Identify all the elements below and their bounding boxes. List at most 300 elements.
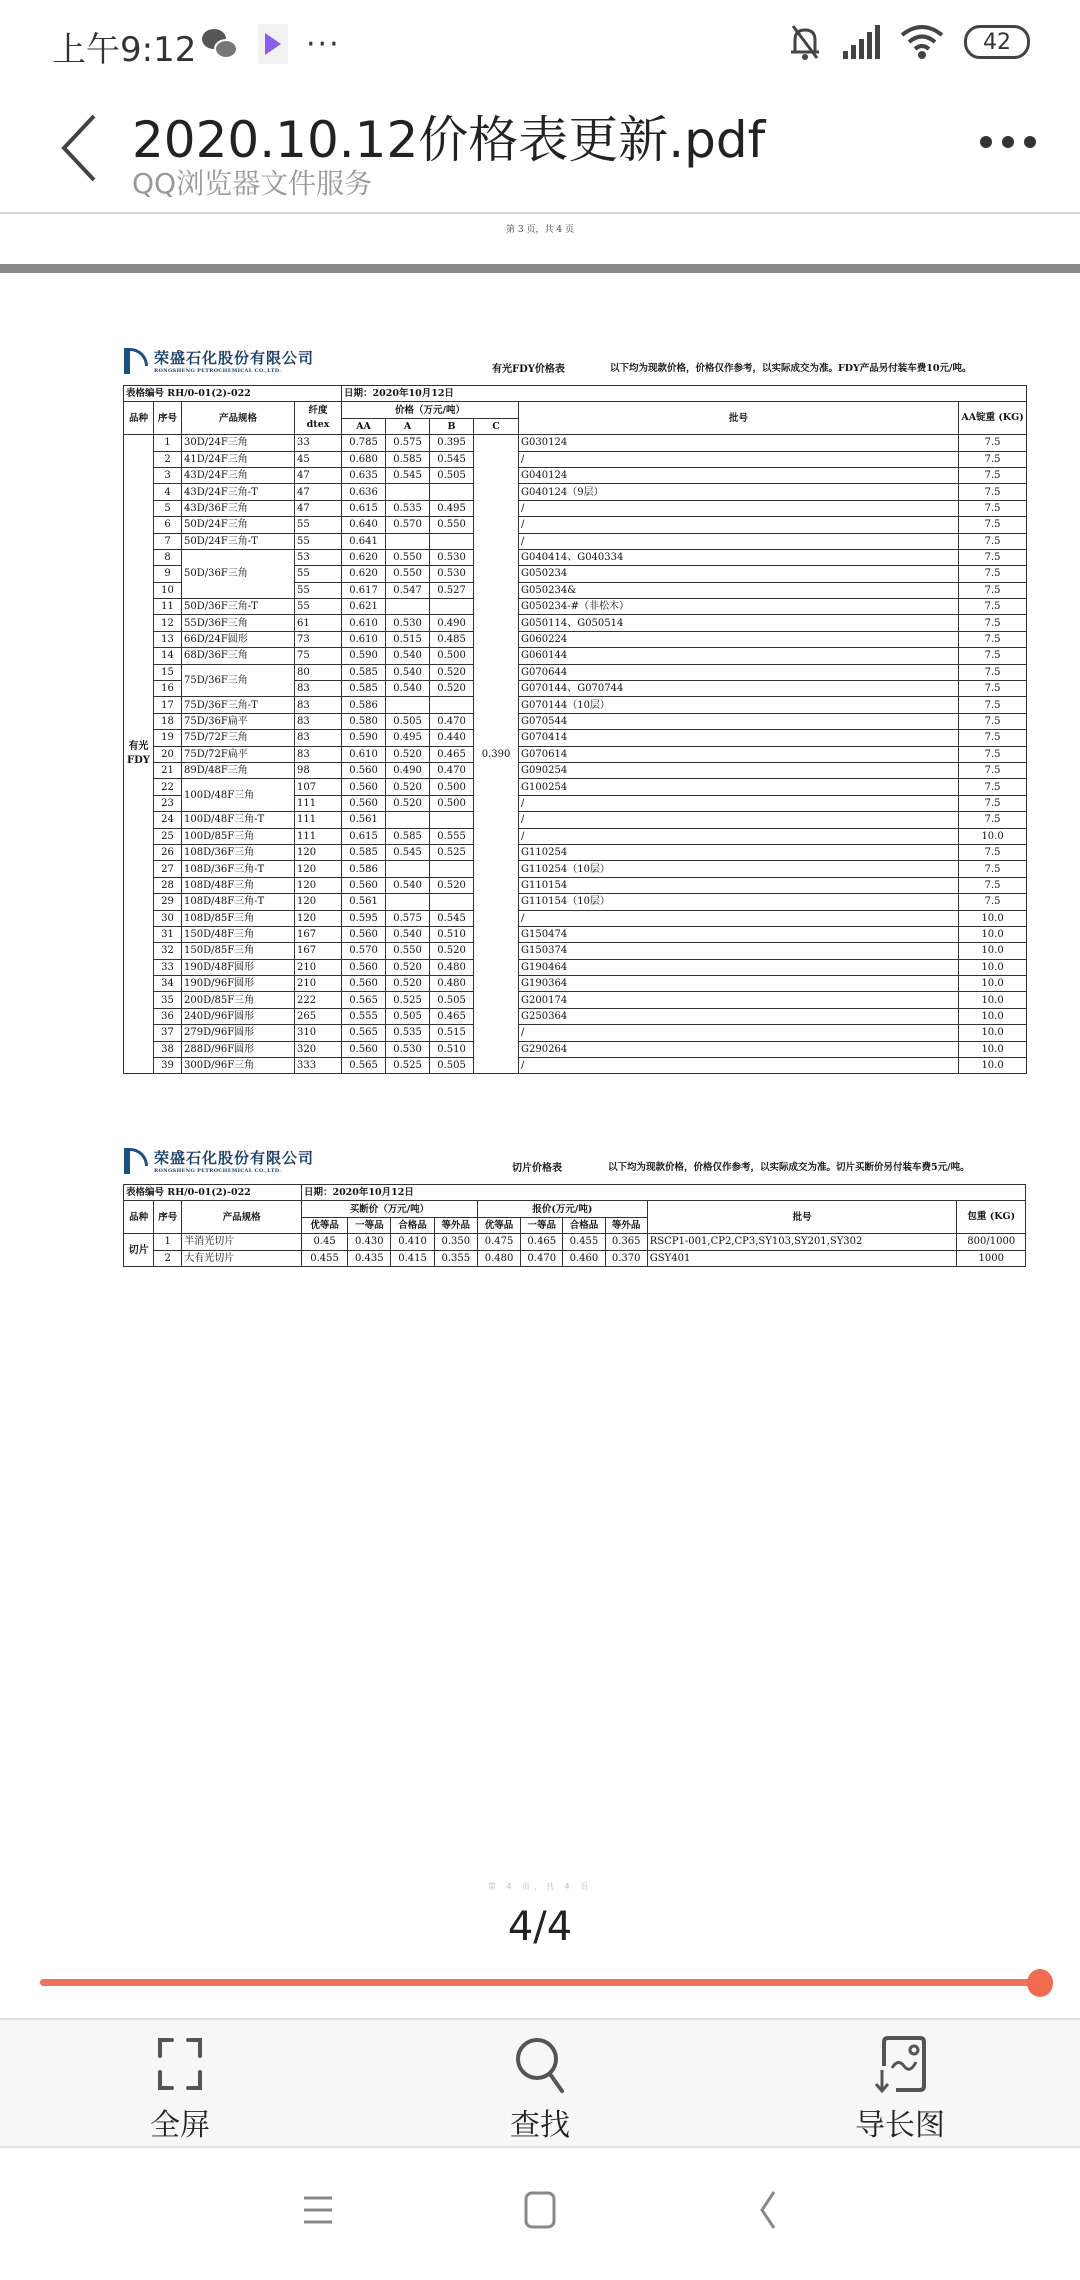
dtex-cell: 47 xyxy=(295,467,342,483)
long-image-icon xyxy=(870,2034,930,2094)
bell-muted-icon xyxy=(787,22,823,62)
price-b-cell: 0.545 xyxy=(430,910,474,926)
batch-cell: / xyxy=(519,1058,959,1074)
bottom-toolbar xyxy=(0,2018,1080,2148)
weight-cell: 7.5 xyxy=(959,582,1027,598)
price-b-cell: 0.545 xyxy=(430,451,474,467)
price-aa-cell: 0.595 xyxy=(342,910,386,926)
sheet-date: 日期：2020年10月12日 xyxy=(301,1185,1025,1201)
batch-cell: / xyxy=(519,1025,959,1041)
batch-cell: / xyxy=(519,533,959,549)
dtex-cell: 47 xyxy=(295,484,342,500)
page-slider[interactable] xyxy=(40,1979,1040,1986)
fdy-sheet-note: 以下均为现款价格，价格仅作参考，以实际成交为准。FDY产品另付装车费10元/吨。 xyxy=(610,363,972,374)
dtex-cell: 111 xyxy=(295,795,342,811)
fullscreen-label: 全屏 xyxy=(150,2108,210,2143)
price-aa-cell: 0.560 xyxy=(342,959,386,975)
price-aa-cell: 0.640 xyxy=(342,517,386,533)
spec-cell: 75D/36F三角 xyxy=(182,664,295,697)
table-row xyxy=(124,549,1027,565)
weight-cell: 7.5 xyxy=(959,844,1027,860)
weight-cell: 1000 xyxy=(957,1250,1026,1266)
seq-cell: 32 xyxy=(154,943,182,959)
header-price: 价格（万元/吨） xyxy=(342,402,519,418)
price-b-cell: 0.470 xyxy=(430,713,474,729)
price-b-cell: 0.490 xyxy=(430,615,474,631)
price-aa-cell: 0.580 xyxy=(342,713,386,729)
batch-cell: RSCP1-001,CP2,CP3,SY103,SY201,SY302 xyxy=(647,1234,957,1250)
weight-cell: 10.0 xyxy=(959,1025,1027,1041)
seq-cell: 39 xyxy=(154,1058,182,1074)
dtex-cell: 47 xyxy=(295,500,342,516)
seq-cell: 1 xyxy=(154,1234,182,1250)
spec-cell: 75D/72F扁平 xyxy=(182,746,295,762)
recent-apps-button[interactable] xyxy=(288,2180,348,2240)
batch-cell: G030124 xyxy=(519,435,959,451)
weight-cell: 800/1000 xyxy=(957,1234,1026,1250)
dtex-cell: 53 xyxy=(295,549,342,565)
weight-cell: 7.5 xyxy=(959,697,1027,713)
seq-cell: 22 xyxy=(154,779,182,795)
price-aa-cell: 0.560 xyxy=(342,795,386,811)
header-seq: 序号 xyxy=(154,402,182,435)
dtex-cell: 333 xyxy=(295,1058,342,1074)
price-a-cell: 0.495 xyxy=(386,730,430,746)
seq-cell: 35 xyxy=(154,992,182,1008)
dtex-cell: 83 xyxy=(295,681,342,697)
seq-cell: 2 xyxy=(154,1250,182,1266)
spec-cell: 150D/48F三角 xyxy=(182,926,295,942)
spec-cell: 100D/48F三角-T xyxy=(182,812,295,828)
buyout-price-cell: 0.430 xyxy=(348,1234,391,1250)
price-aa-cell: 0.636 xyxy=(342,484,386,500)
company-name-en: RONGSHENG PETROCHEMICAL CO.,LTD. xyxy=(154,1168,282,1174)
batch-cell: G110254（10层） xyxy=(519,861,959,877)
page-slider-fill xyxy=(40,1979,1040,1986)
buyout-price-cell: 0.355 xyxy=(434,1250,477,1266)
header-variety: 品种 xyxy=(124,402,154,435)
header-buyout-price: 买断价（万元/吨） xyxy=(301,1201,477,1217)
price-b-cell: 0.485 xyxy=(430,631,474,647)
batch-cell: G110154（10层） xyxy=(519,894,959,910)
header-grade: 等外品 xyxy=(434,1217,477,1233)
seq-cell: 1 xyxy=(154,435,182,451)
spec-cell: 55D/36F三角 xyxy=(182,615,295,631)
price-a-cell: 0.520 xyxy=(386,779,430,795)
weight-cell: 10.0 xyxy=(959,1041,1027,1057)
chip-price-table xyxy=(123,1184,1026,1267)
price-a-cell: 0.530 xyxy=(386,1041,430,1057)
seq-cell: 13 xyxy=(154,631,182,647)
price-b-cell: 0.500 xyxy=(430,648,474,664)
dtex-cell: 167 xyxy=(295,926,342,942)
price-a-cell xyxy=(386,484,430,500)
previous-page-footer: 第 3 页，共 4 页 xyxy=(506,225,574,235)
batch-cell: G070544 xyxy=(519,713,959,729)
weight-cell: 7.5 xyxy=(959,451,1027,467)
spec-cell: 89D/48F三角 xyxy=(182,762,295,778)
weight-cell: 7.5 xyxy=(959,648,1027,664)
weight-cell: 7.5 xyxy=(959,812,1027,828)
dtex-cell: 55 xyxy=(295,566,342,582)
spec-cell: 108D/36F三角-T xyxy=(182,861,295,877)
seq-cell: 16 xyxy=(154,681,182,697)
price-b-cell: 0.505 xyxy=(430,467,474,483)
price-aa-cell: 0.621 xyxy=(342,599,386,615)
spec-cell: 68D/36F三角 xyxy=(182,648,295,664)
price-a-cell xyxy=(386,533,430,549)
more-notifications-icon: ··· xyxy=(306,26,341,62)
batch-cell: G060144 xyxy=(519,648,959,664)
table-row xyxy=(124,500,1027,516)
price-b-cell xyxy=(430,697,474,713)
price-a-cell: 0.550 xyxy=(386,549,430,565)
document-title: 2020.10.12价格表更新.pdf xyxy=(132,111,766,169)
weight-cell: 10.0 xyxy=(959,828,1027,844)
header-grade: 合格品 xyxy=(563,1217,605,1233)
dtex-cell: 107 xyxy=(295,779,342,795)
table-row xyxy=(124,599,1027,615)
back-icon xyxy=(750,2190,786,2230)
price-a-cell: 0.540 xyxy=(386,681,430,697)
seq-cell: 17 xyxy=(154,697,182,713)
signal-icon xyxy=(843,25,880,59)
search-button[interactable] xyxy=(360,2020,720,2146)
price-a-cell: 0.525 xyxy=(386,992,430,1008)
batch-cell: GSY401 xyxy=(647,1250,957,1266)
batch-cell: G070644 xyxy=(519,664,959,680)
table-row xyxy=(124,1041,1027,1057)
fdy-sheet-title: 有光FDY价格表 xyxy=(492,364,565,375)
weight-cell: 7.5 xyxy=(959,500,1027,516)
dtex-cell: 83 xyxy=(295,713,342,729)
batch-cell: G070144、G070744 xyxy=(519,681,959,697)
weight-cell: 7.5 xyxy=(959,533,1027,549)
seq-cell: 9 xyxy=(154,566,182,582)
price-aa-cell: 0.615 xyxy=(342,500,386,516)
page-counter: 4/4 xyxy=(507,1904,573,1950)
seq-cell: 18 xyxy=(154,713,182,729)
wechat-icon xyxy=(202,27,240,61)
weight-cell: 7.5 xyxy=(959,730,1027,746)
price-aa-cell: 0.560 xyxy=(342,1041,386,1057)
spec-cell: 108D/48F三角-T xyxy=(182,894,295,910)
seq-cell: 6 xyxy=(154,517,182,533)
price-aa-cell: 0.565 xyxy=(342,1058,386,1074)
back-button[interactable] xyxy=(56,108,106,188)
price-aa-cell: 0.561 xyxy=(342,812,386,828)
spec-cell: 100D/48F三角 xyxy=(182,779,295,812)
price-b-cell xyxy=(430,894,474,910)
table-row xyxy=(124,1250,1026,1266)
spec-cell: 279D/96F圆形 xyxy=(182,1025,295,1041)
batch-cell: G200174 xyxy=(519,992,959,1008)
price-aa-cell: 0.586 xyxy=(342,697,386,713)
seq-cell: 34 xyxy=(154,976,182,992)
batch-cell: G050234 xyxy=(519,566,959,582)
batch-cell: G150374 xyxy=(519,943,959,959)
current-page-footer: 第 4 页，共 4 页 xyxy=(487,1882,593,1891)
dtex-cell: 83 xyxy=(295,697,342,713)
spec-cell: 75D/36F三角-T xyxy=(182,697,295,713)
seq-cell: 10 xyxy=(154,582,182,598)
logo-mark-icon xyxy=(124,348,148,374)
price-a-cell: 0.530 xyxy=(386,615,430,631)
spec-cell: 大有光切片 xyxy=(182,1250,302,1266)
spec-cell: 41D/24F三角 xyxy=(182,451,295,467)
wifi-icon xyxy=(900,23,944,61)
batch-cell: / xyxy=(519,828,959,844)
dtex-cell: 320 xyxy=(295,1041,342,1057)
batch-cell: / xyxy=(519,500,959,516)
price-aa-cell: 0.590 xyxy=(342,730,386,746)
variety-cell: 有光 FDY xyxy=(124,435,154,1074)
table-row xyxy=(124,1008,1027,1024)
batch-cell: G040414、G040334 xyxy=(519,549,959,565)
batch-cell: G150474 xyxy=(519,926,959,942)
seq-cell: 12 xyxy=(154,615,182,631)
dtex-cell: 167 xyxy=(295,943,342,959)
form-number: 表格编号 RH/0-01(2)-022 xyxy=(124,386,342,402)
price-b-cell xyxy=(430,812,474,828)
quote-price-cell: 0.470 xyxy=(521,1250,563,1266)
price-b-cell: 0.440 xyxy=(430,730,474,746)
spec-cell: 300D/96F三角 xyxy=(182,1058,295,1074)
status-time: 上午9:12 xyxy=(52,30,197,70)
quote-price-cell: 0.455 xyxy=(563,1234,605,1250)
price-b-cell: 0.500 xyxy=(430,779,474,795)
price-b-cell: 0.515 xyxy=(430,1025,474,1041)
price-a-cell xyxy=(386,894,430,910)
table-row xyxy=(124,926,1027,942)
spec-cell: 50D/24F三角-T xyxy=(182,533,295,549)
header-grade-b: B xyxy=(430,418,474,434)
seq-cell: 19 xyxy=(154,730,182,746)
chip-sheet-title: 切片价格表 xyxy=(512,1163,562,1174)
weight-cell: 7.5 xyxy=(959,894,1027,910)
batch-cell: G290264 xyxy=(519,1041,959,1057)
dtex-cell: 210 xyxy=(295,976,342,992)
dtex-cell: 111 xyxy=(295,828,342,844)
price-aa-cell: 0.560 xyxy=(342,779,386,795)
price-a-cell xyxy=(386,697,430,713)
search-icon xyxy=(510,2034,570,2094)
price-b-cell xyxy=(430,484,474,500)
buyout-price-cell: 0.435 xyxy=(348,1250,391,1266)
battery-indicator: 42 xyxy=(964,25,1030,59)
table-row xyxy=(124,910,1027,926)
table-row xyxy=(124,713,1027,729)
quote-price-cell: 0.365 xyxy=(605,1234,647,1250)
price-a-cell: 0.490 xyxy=(386,762,430,778)
spec-cell: 75D/36F扁平 xyxy=(182,713,295,729)
price-a-cell: 0.545 xyxy=(386,467,430,483)
page-slider-handle[interactable] xyxy=(1027,1969,1053,1997)
seq-cell: 28 xyxy=(154,877,182,893)
dtex-cell: 45 xyxy=(295,451,342,467)
home-button[interactable] xyxy=(510,2180,570,2240)
seq-cell: 15 xyxy=(154,664,182,680)
table-row xyxy=(124,533,1027,549)
dtex-cell: 33 xyxy=(295,435,342,451)
table-row xyxy=(124,844,1027,860)
batch-cell: G090254 xyxy=(519,762,959,778)
price-a-cell: 0.547 xyxy=(386,582,430,598)
company-logo xyxy=(124,1147,314,1174)
price-a-cell: 0.520 xyxy=(386,959,430,975)
price-aa-cell: 0.585 xyxy=(342,681,386,697)
batch-cell: G070144（10层） xyxy=(519,697,959,713)
sheet-date: 日期：2020年10月12日 xyxy=(342,386,1027,402)
dtex-cell: 83 xyxy=(295,746,342,762)
batch-cell: / xyxy=(519,910,959,926)
price-aa-cell: 0.617 xyxy=(342,582,386,598)
video-app-icon xyxy=(258,24,288,64)
table-row xyxy=(124,877,1027,893)
seq-cell: 3 xyxy=(154,467,182,483)
price-aa-cell: 0.610 xyxy=(342,615,386,631)
seq-cell: 27 xyxy=(154,861,182,877)
price-aa-cell: 0.570 xyxy=(342,943,386,959)
price-a-cell: 0.520 xyxy=(386,746,430,762)
table-row xyxy=(124,894,1027,910)
table-row xyxy=(124,943,1027,959)
table-row xyxy=(124,730,1027,746)
seq-cell: 38 xyxy=(154,1041,182,1057)
search-label: 查找 xyxy=(510,2108,570,2143)
dtex-cell: 75 xyxy=(295,648,342,664)
price-b-cell: 0.470 xyxy=(430,762,474,778)
price-aa-cell: 0.680 xyxy=(342,451,386,467)
quote-price-cell: 0.480 xyxy=(477,1250,520,1266)
batch-cell: / xyxy=(519,451,959,467)
price-a-cell: 0.540 xyxy=(386,648,430,664)
price-aa-cell: 0.586 xyxy=(342,861,386,877)
buyout-price-cell: 0.415 xyxy=(391,1250,434,1266)
spec-cell: 240D/96F圆形 xyxy=(182,1008,295,1024)
dtex-cell: 120 xyxy=(295,877,342,893)
price-a-cell: 0.505 xyxy=(386,713,430,729)
price-b-cell: 0.550 xyxy=(430,517,474,533)
price-a-cell: 0.550 xyxy=(386,566,430,582)
seq-cell: 29 xyxy=(154,894,182,910)
price-aa-cell: 0.610 xyxy=(342,631,386,647)
header-grade: 一等品 xyxy=(348,1217,391,1233)
notification-icons xyxy=(202,24,341,64)
more-menu-button[interactable] xyxy=(980,136,1036,148)
spec-cell: 50D/24F三角 xyxy=(182,517,295,533)
price-aa-cell: 0.585 xyxy=(342,844,386,860)
price-a-cell: 0.545 xyxy=(386,844,430,860)
weight-cell: 7.5 xyxy=(959,631,1027,647)
app-header xyxy=(0,90,1080,214)
price-aa-cell: 0.590 xyxy=(342,648,386,664)
pdf-viewer[interactable] xyxy=(0,216,1080,2006)
system-icons xyxy=(787,22,1030,62)
seq-cell: 5 xyxy=(154,500,182,516)
price-b-cell: 0.530 xyxy=(430,549,474,565)
fullscreen-button[interactable] xyxy=(0,2020,360,2146)
price-b-cell: 0.510 xyxy=(430,926,474,942)
price-a-cell xyxy=(386,599,430,615)
price-aa-cell: 0.555 xyxy=(342,1008,386,1024)
buyout-price-cell: 0.410 xyxy=(391,1234,434,1250)
price-aa-cell: 0.585 xyxy=(342,664,386,680)
buyout-price-cell: 0.45 xyxy=(301,1234,347,1250)
export-long-image-button[interactable] xyxy=(720,2020,1080,2146)
weight-cell: 7.5 xyxy=(959,877,1027,893)
seq-cell: 30 xyxy=(154,910,182,926)
seq-cell: 23 xyxy=(154,795,182,811)
price-b-cell: 0.465 xyxy=(430,1008,474,1024)
menu-icon xyxy=(300,2192,336,2228)
spec-cell: 190D/96F圆形 xyxy=(182,976,295,992)
dtex-cell: 55 xyxy=(295,582,342,598)
seq-cell: 20 xyxy=(154,746,182,762)
weight-cell: 7.5 xyxy=(959,549,1027,565)
seq-cell: 31 xyxy=(154,926,182,942)
seq-cell: 24 xyxy=(154,812,182,828)
weight-cell: 10.0 xyxy=(959,926,1027,942)
weight-cell: 7.5 xyxy=(959,746,1027,762)
seq-cell: 14 xyxy=(154,648,182,664)
weight-cell: 7.5 xyxy=(959,517,1027,533)
weight-cell: 10.0 xyxy=(959,1008,1027,1024)
spec-cell: 190D/48F圆形 xyxy=(182,959,295,975)
batch-cell: G050114、G050514 xyxy=(519,615,959,631)
company-name-cn: 荣盛石化股份有限公司 xyxy=(154,349,315,367)
dtex-cell: 222 xyxy=(295,992,342,1008)
status-bar xyxy=(0,0,1080,90)
price-aa-cell: 0.641 xyxy=(342,533,386,549)
price-b-cell: 0.525 xyxy=(430,844,474,860)
table-row xyxy=(124,648,1027,664)
dtex-cell: 55 xyxy=(295,517,342,533)
fdy-price-table xyxy=(123,385,1027,1074)
logo-mark-icon xyxy=(124,1148,148,1174)
header-batch: 批号 xyxy=(647,1201,957,1234)
seq-cell: 7 xyxy=(154,533,182,549)
table-row xyxy=(124,779,1027,795)
batch-cell: G070414 xyxy=(519,730,959,746)
price-a-cell: 0.535 xyxy=(386,1025,430,1041)
dtex-cell: 120 xyxy=(295,861,342,877)
header-grade: 等外品 xyxy=(605,1217,647,1233)
weight-cell: 7.5 xyxy=(959,762,1027,778)
table-row xyxy=(124,517,1027,533)
system-back-button[interactable] xyxy=(738,2180,798,2240)
document-subtitle: QQ浏览器文件服务 xyxy=(132,167,373,200)
price-a-cell: 0.585 xyxy=(386,828,430,844)
price-b-cell: 0.395 xyxy=(430,435,474,451)
company-name-en: RONGSHENG PETROCHEMICAL CO.,LTD. xyxy=(154,368,282,374)
header-weight: AA锭重 (KG) xyxy=(959,402,1027,435)
batch-cell: G110254 xyxy=(519,844,959,860)
weight-cell: 7.5 xyxy=(959,779,1027,795)
price-a-cell: 0.520 xyxy=(386,976,430,992)
weight-cell: 10.0 xyxy=(959,976,1027,992)
price-b-cell: 0.480 xyxy=(430,976,474,992)
dtex-cell: 55 xyxy=(295,599,342,615)
spec-cell: 30D/24F三角 xyxy=(182,435,295,451)
dtex-cell: 265 xyxy=(295,1008,342,1024)
price-aa-cell: 0.565 xyxy=(342,1025,386,1041)
weight-cell: 7.5 xyxy=(959,599,1027,615)
price-a-cell xyxy=(386,861,430,877)
price-aa-cell: 0.561 xyxy=(342,894,386,910)
table-row xyxy=(124,762,1027,778)
seq-cell: 2 xyxy=(154,451,182,467)
